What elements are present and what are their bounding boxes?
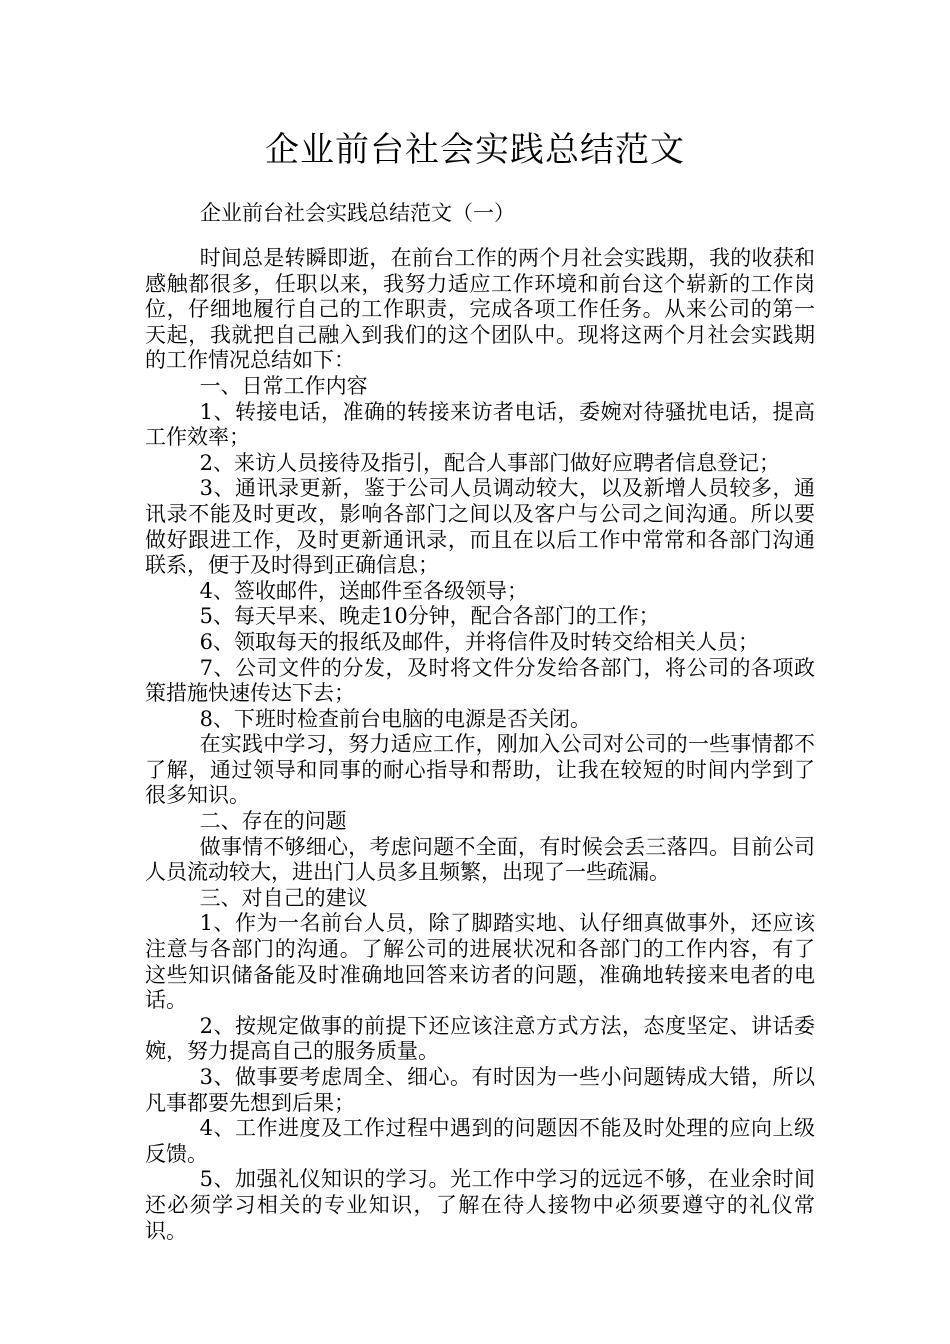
list-item: 4、工作进度及工作过程中遇到的问题因不能及时处理的应向上级反馈。 <box>145 1116 815 1166</box>
list-item: 5、加强礼仪知识的学习。光工作中学习的远远不够，在业余时间还必须学习相关的专业知识，了解在待人接物中必须要遵守的礼仪常识。 <box>145 1167 815 1243</box>
section-heading-daily-work: 一、日常工作内容 <box>199 373 368 398</box>
paragraph-intro: 时间总是转瞬即逝，在前台工作的两个月社会实践期，我的收获和感触都很多，任职以来，我努力适应工作环境和前台这个崭新的工作岗位，仔细地履行自己的工作职责，完成各项工作任务。从来公司的第一天起，我就把自己融入到我们的这个团队中。现将这两个月社会实践期的工作情况总结如下： <box>145 246 815 373</box>
list-item: 5、每天早来、晚走10分钟，配合各部门的工作； <box>199 604 660 629</box>
section-heading-problems: 二、存在的问题 <box>199 809 347 834</box>
section-heading-suggestions: 三、对自己的建议 <box>199 885 368 910</box>
document-title: 企业前台社会实践总结范文 <box>265 130 685 170</box>
paragraph-learning: 在实践中学习，努力适应工作，刚加入公司对公司的一些事情都不了解，通过领导和同事的耐心指导和帮助，让我在较短的时间内学到了很多知识。 <box>145 732 815 808</box>
list-item: 2、来访人员接待及指引，配合人事部门做好应聘者信息登记； <box>199 450 780 475</box>
list-item: 6、领取每天的报纸及邮件，并将信件及时转交给相关人员； <box>199 629 759 654</box>
list-item: 3、通讯录更新，鉴于公司人员调动较大，以及新增人员较多，通讯录不能及时更改，影响各部门之间以及客户与公司之间沟通。所以要做好跟进工作，及时更新通讯录，而且在以后工作中常常和各部门沟通联系，便于及时得到正确信息； <box>145 476 815 578</box>
list-item: 7、公司文件的分发，及时将文件分发给各部门，将公司的各项政策措施快速传达下去； <box>145 655 815 706</box>
document-body <box>145 246 815 1244</box>
list-item: 2、按规定做事的前提下还应该注意方式方法，态度坚定、讲话委婉，努力提高自己的服务质量。 <box>145 1013 815 1064</box>
list-item: 4、签收邮件，送邮件至各级领导； <box>199 578 528 603</box>
paragraph-problems: 做事情不够细心，考虑问题不全面，有时候会丢三落四。目前公司人员流动较大，进出门人员多且频繁，出现了一些疏漏。 <box>145 834 815 885</box>
list-item: 8、下班时检查前台电脑的电源是否关闭。 <box>199 706 591 731</box>
document-subtitle: 企业前台社会实践总结范文（一） <box>200 201 515 225</box>
list-item: 1、转接电话，准确的转接来访者电话，委婉对待骚扰电话，提高工作效率； <box>145 399 815 450</box>
list-item: 3、做事要考虑周全、细心。有时因为一些小问题铸成大错，所以凡事都要先想到后果； <box>145 1065 815 1115</box>
list-item: 1、作为一名前台人员，除了脚踏实地、认仔细真做事外，还应该注意与各部门的沟通。了解公司的进展状况和各部门的工作内容，有了这些知识储备能及时准确地回答来访者的问题，准确地转接来电者的电话。 <box>145 911 815 1013</box>
